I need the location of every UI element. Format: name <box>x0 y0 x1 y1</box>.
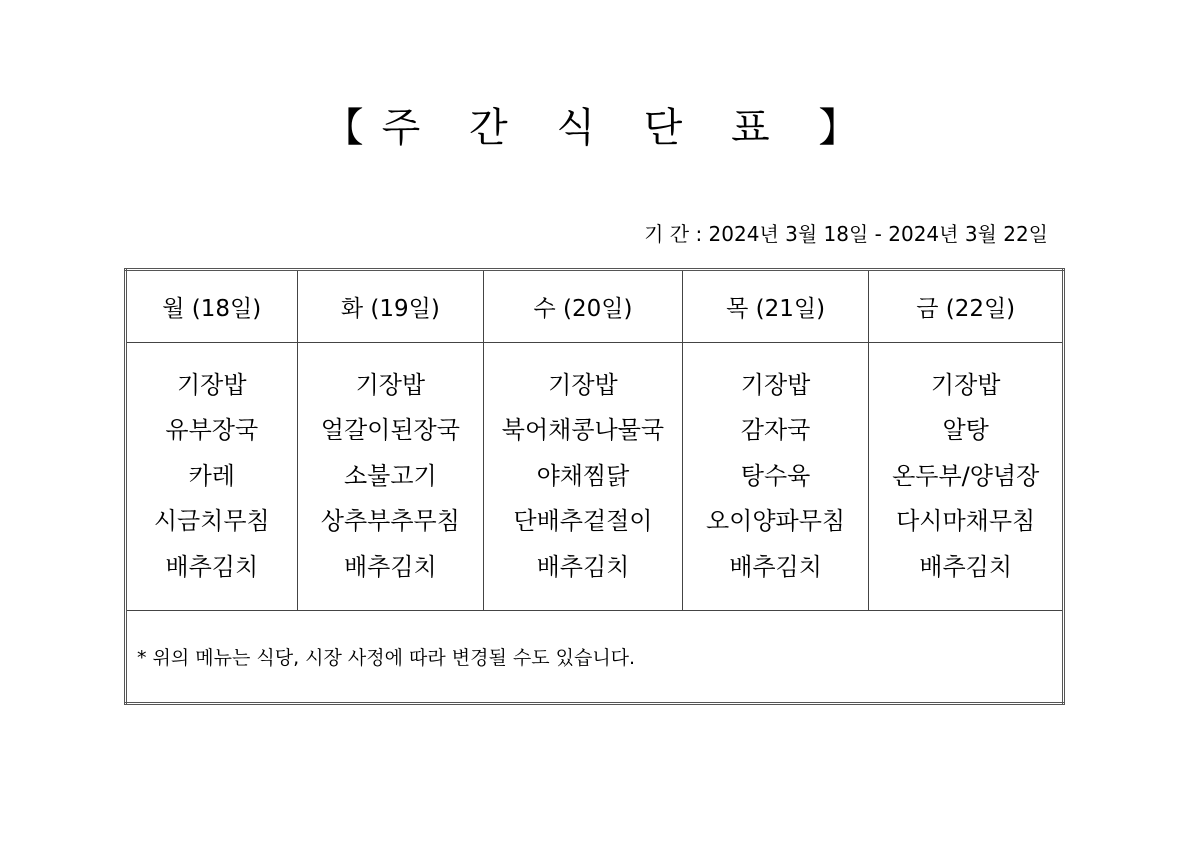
day-header-row <box>126 270 1064 343</box>
dish-item: 야채찜닭 <box>536 461 630 490</box>
dish-item: 시금치무침 <box>153 507 270 536</box>
dish-item: 배추김치 <box>729 552 822 581</box>
dish-item: 배추김치 <box>343 552 437 581</box>
dish-item: 배추김치 <box>919 552 1013 581</box>
menu-cell-mon <box>126 343 298 611</box>
dish-item: 다시마채무침 <box>896 507 1036 536</box>
dish-item: 유부장국 <box>165 416 259 445</box>
dish-item: 기장밥 <box>355 370 426 399</box>
dish-item: 감자국 <box>740 416 811 445</box>
dish-item: 배추김치 <box>536 552 630 581</box>
menu-cell-tue <box>297 343 484 611</box>
dish-item: 기장밥 <box>930 370 1001 399</box>
day-header-mon: 월 (18일) <box>126 270 298 343</box>
dish-item: 알탕 <box>942 416 989 445</box>
menu-period: 기 간 : 2024년 3월 18일 - 2024년 3월 22일 <box>644 222 1048 246</box>
dish-item: 북어채콩나물국 <box>501 416 665 445</box>
weekly-menu-table <box>124 268 1065 705</box>
dish-item: 오이양파무침 <box>706 507 846 536</box>
dish-item: 얼갈이된장국 <box>320 416 460 445</box>
dish-item: 단배추겉절이 <box>513 507 653 536</box>
dish-item: 소불고기 <box>343 461 437 490</box>
page-title: 【주 간 식 단 표 】 <box>323 105 877 151</box>
day-header-thu: 목 (21일) <box>682 270 869 343</box>
menu-cell-thu <box>682 343 869 611</box>
dish-row <box>126 343 1064 611</box>
menu-change-note: * 위의 메뉴는 식당, 시장 사정에 따라 변경될 수도 있습니다. <box>126 611 1064 704</box>
day-header-fri: 금 (22일) <box>869 270 1064 343</box>
dish-item: 탕수육 <box>740 461 811 490</box>
dish-item: 배추김치 <box>165 552 259 581</box>
dish-item: 기장밥 <box>176 370 247 399</box>
dish-item: 카레 <box>188 461 235 490</box>
dish-item: 온두부/양념장 <box>892 461 1040 490</box>
day-header-tue: 화 (19일) <box>297 270 484 343</box>
dish-item: 기장밥 <box>548 370 618 399</box>
menu-cell-fri <box>869 343 1064 611</box>
menu-cell-wed <box>484 343 683 611</box>
note-row <box>126 611 1064 704</box>
day-header-wed: 수 (20일) <box>484 270 683 343</box>
dish-item: 기장밥 <box>740 370 811 399</box>
dish-item: 상추부추무침 <box>320 507 460 536</box>
